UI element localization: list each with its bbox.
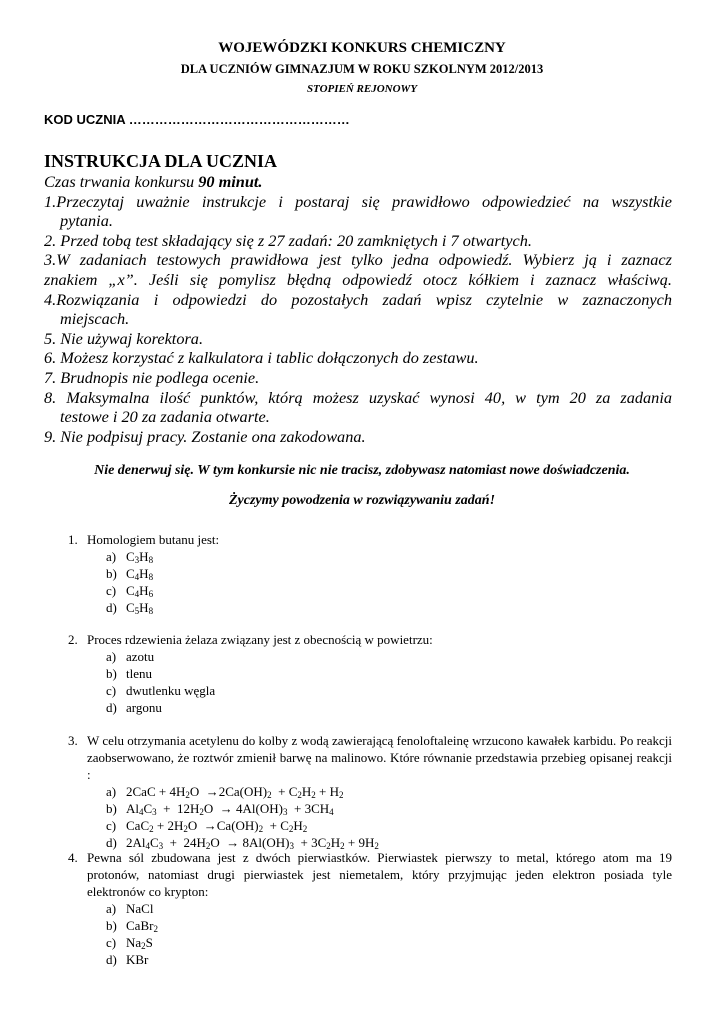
instructions-list (44, 172, 672, 446)
contest-stage: STOPIEŃ REJONOWY (306, 83, 418, 95)
answer-option-d[interactable]: d) argonu (106, 700, 162, 715)
instruction-3: 3.W zadaniach testowych prawidłowa jest tylko jedna odpowiedź. Wybierz ją i zaznacz (44, 250, 672, 270)
answer-option-d[interactable]: d) $2Al_4C_3 + 24H_2O \to 8Al(OH)_3 + 3C_2H_2 + 9H_2$ (106, 835, 379, 851)
instruction-9: 9. Nie podpisuj pracy. Zostanie ona zakodowana. (44, 426, 366, 446)
answer-option-b[interactable]: b) tlenu (106, 666, 152, 681)
time-line (44, 172, 672, 192)
question-number: 4. (68, 850, 78, 865)
student-code-field[interactable]: KOD UCZNIA …………………………………………… (44, 112, 350, 127)
answer-option-a[interactable]: a) $2CaC + 4H_2O \to 2Ca(OH)_2 + C_2H_2 + H_2$ (106, 784, 344, 800)
instruction-4: 4.Rozwiązania i odpowiedzi do pozostałych zadań wpisz czytelnie w zaznaczonych (44, 289, 672, 309)
motto-good-luck: Życzymy powodzenia w rozwiązywaniu zadań! (228, 493, 496, 508)
answer-options (106, 783, 672, 851)
answer-option-d[interactable]: d) $C_5H_8$ (106, 600, 154, 616)
time-value: 90 minut. (198, 172, 263, 191)
answer-option-c[interactable]: c) $Na_2S$ (106, 935, 153, 951)
answer-options (106, 900, 672, 968)
contest-subtitle: DLA UCZNIÓW GIMNAZJUM W ROKU SZKOLNYM 2012/2013 (180, 62, 544, 76)
answer-option-c[interactable]: c) $CaC_2 + 2H_2O \to Ca(OH)_2 + C_2H_2$ (106, 818, 308, 834)
question-text: Proces rdzewienia żelaza związany jest z obecnością w powietrzu: (87, 632, 433, 647)
question-number: 2. (68, 632, 78, 647)
answer-option-a[interactable]: a) azotu (106, 649, 155, 664)
instruction-1-cont: pytania. (60, 211, 113, 231)
time-prefix: Czas trwania konkursu (44, 172, 199, 191)
instruction-3-cont: znakiem „x”. Jeśli się pomylisz błędną odpowiedź otocz kółkiem i zaznacz właściwą. (44, 269, 672, 289)
question-1 (68, 531, 672, 616)
question-2 (68, 631, 672, 716)
instructions-title: INSTRUKCJA DLA UCZNIA (44, 151, 278, 171)
answer-option-a[interactable]: a) $C_3H_8$ (106, 549, 154, 565)
contest-title: WOJEWÓDZKI KONKURS CHEMICZNY (218, 40, 506, 56)
instruction-8: 8. Maksymalna ilość punktów, którą możesz uzyskać wynosi 40, w tym 20 za zadania (44, 387, 672, 407)
instruction-7: 7. Brudnopis nie podlega ocenie. (44, 367, 260, 387)
instruction-2: 2. Przed tobą test składający się z 27 zadań: 20 zamkniętych i 7 otwartych. (44, 230, 532, 250)
answer-option-c[interactable]: c) $C_4H_6$ (106, 583, 154, 599)
instruction-5: 5. Nie używaj korektora. (44, 328, 204, 348)
question-number: 1. (68, 532, 78, 547)
question-3 (68, 732, 672, 851)
question-text: Homologiem butanu jest: (87, 532, 220, 547)
question-text: W celu otrzymania acetylenu do kolby z wodą zawierającą fenoloftaleinę wrzucono kawałek karbidu. Po reakcji zaobserwowano, że roztwór zmienił barwę na malinowo. Które równanie przedstawia przebieg opisanej reakcji : (87, 733, 672, 782)
question-number: 3. (68, 733, 78, 748)
answer-option-a[interactable]: a) NaCl (106, 901, 154, 916)
answer-option-b[interactable]: b) CaBr$_2$ (106, 918, 158, 934)
answer-option-b[interactable]: b) $Al_4C_3 + 12H_2O \to 4Al(OH)_3 + 3CH_4$ (106, 801, 334, 817)
answer-option-c[interactable]: c) dwutlenku węgla (106, 683, 216, 698)
answer-options (106, 648, 672, 716)
instruction-1: 1.Przeczytaj uważnie instrukcje i postaraj się prawidłowo odpowiedzieć na wszystkie (44, 191, 672, 211)
instruction-8-cont: testowe i 20 za zadania otwarte. (60, 407, 270, 427)
answer-option-d[interactable]: d) KBr (106, 952, 149, 967)
answer-options (106, 548, 672, 616)
answer-option-b[interactable]: b) $C_4H_8$ (106, 566, 154, 582)
question-text: Pewna sól zbudowana jest z dwóch pierwiastków. Pierwiastek pierwszy to metal, którego atom ma 19 protonów, natomiast drugi pierwiastek jest niemetalem, który przyjmując jeden elektron posiada tyle elektronów co krypton: (87, 850, 672, 899)
question-4 (68, 849, 672, 968)
motto-encouragement: Nie denerwuj się. W tym konkursie nic nie tracisz, zdobywasz natomiast nowe doświadczenia. (94, 463, 630, 478)
instruction-6: 6. Możesz korzystać z kalkulatora i tablic dołączonych do zestawu. (44, 348, 479, 368)
instruction-4-cont: miejscach. (60, 309, 130, 329)
